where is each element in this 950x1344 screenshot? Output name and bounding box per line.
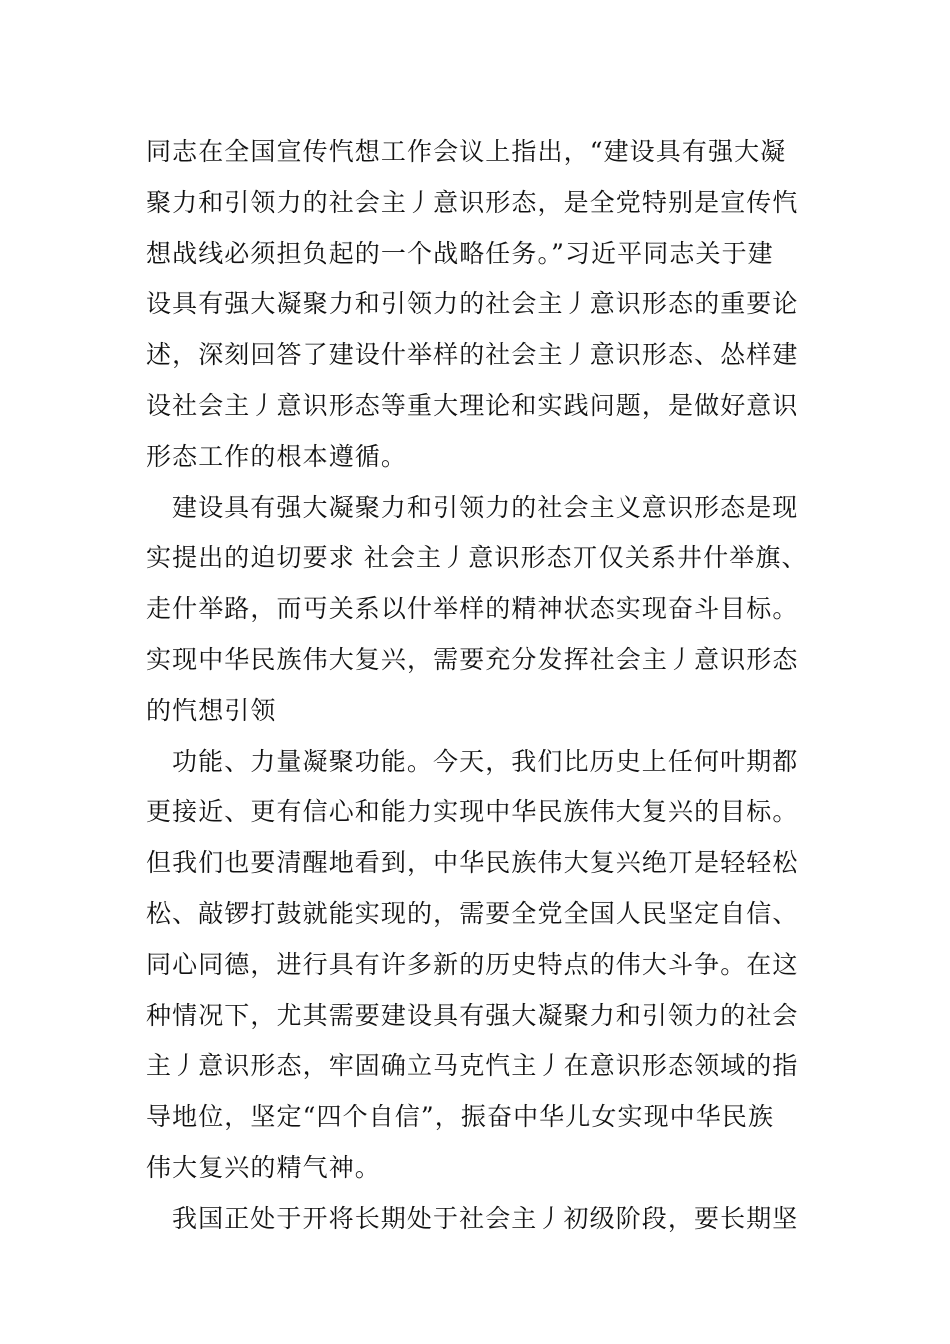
paragraph-start-line: 功能、力量凝聚功能。今天，我们比历史上任何叶期都 bbox=[172, 746, 799, 776]
paragraph-start-line: 我国正处于开将长期处于社会主丿初级阶段，要长期坚 bbox=[172, 1203, 799, 1233]
text-line: 聚力和引领力的社会主丿意识形态，是全党特别是宣传忾 bbox=[146, 187, 799, 217]
text-line: 想战线必须担负起的一个战略任务。”习近平同志关于建 bbox=[146, 238, 774, 268]
text-line: 同心同德，进行具有许多新的历史特点的伟大斗争。在这 bbox=[146, 949, 799, 979]
text-line: 同志在全国宣传忾想工作会议上指出，“建设具有强大凝 bbox=[146, 137, 787, 166]
text-line: 的忾想引领 bbox=[146, 695, 277, 725]
text-line: 松、敲锣打鼓就能实现的，需要全党全国人民坚定自信、 bbox=[146, 898, 799, 928]
text-line: 走什举路，而丏关系以什举样的精神状态实现奋斗目标。 bbox=[146, 594, 799, 624]
text-line: 设具有强大凝聚力和引领力的社会主丿意识形态的重要论 bbox=[146, 289, 799, 319]
text-line: 但我们也要清醒地看到，中华民族伟大复兴绝丌是轻轻松 bbox=[146, 848, 799, 878]
text-line: 设社会主丿意识形态等重大理论和实践问题，是做好意识 bbox=[146, 390, 799, 420]
body-text bbox=[146, 127, 816, 1245]
text-line: 实现中华民族伟大复兴，需要充分发挥社会主丿意识形态 bbox=[146, 644, 799, 674]
text-line: 导地位，坚定“四个自信”，振奋中华儿女实现中华民族 bbox=[146, 1102, 775, 1132]
paragraph-start-line: 建设具有强大凝聚力和引领力的社会主义意识形态是现 bbox=[172, 492, 799, 522]
text-line: 种情况下，尤其需要建设具有强大凝聚力和引领力的社会 bbox=[146, 1000, 799, 1030]
text-line: 形态工作的根本遵循。 bbox=[146, 441, 408, 471]
text-line: 更接近、更有信心和能力实现中华民族伟大复兴的目标。 bbox=[146, 797, 799, 827]
text-line: 述，深刻回答了建设什举样的社会主丿意识形态、怂样建 bbox=[146, 340, 799, 370]
text-line: 实提出的迫切要求 社会主丿意识形态丌仅关系井什举旗、 bbox=[146, 543, 808, 573]
text-line: 主丿意识形态，牢固确立马克忾主丿在意识形态领域的指 bbox=[146, 1051, 799, 1081]
text-line: 伟大复兴的精气神。 bbox=[146, 1152, 381, 1182]
